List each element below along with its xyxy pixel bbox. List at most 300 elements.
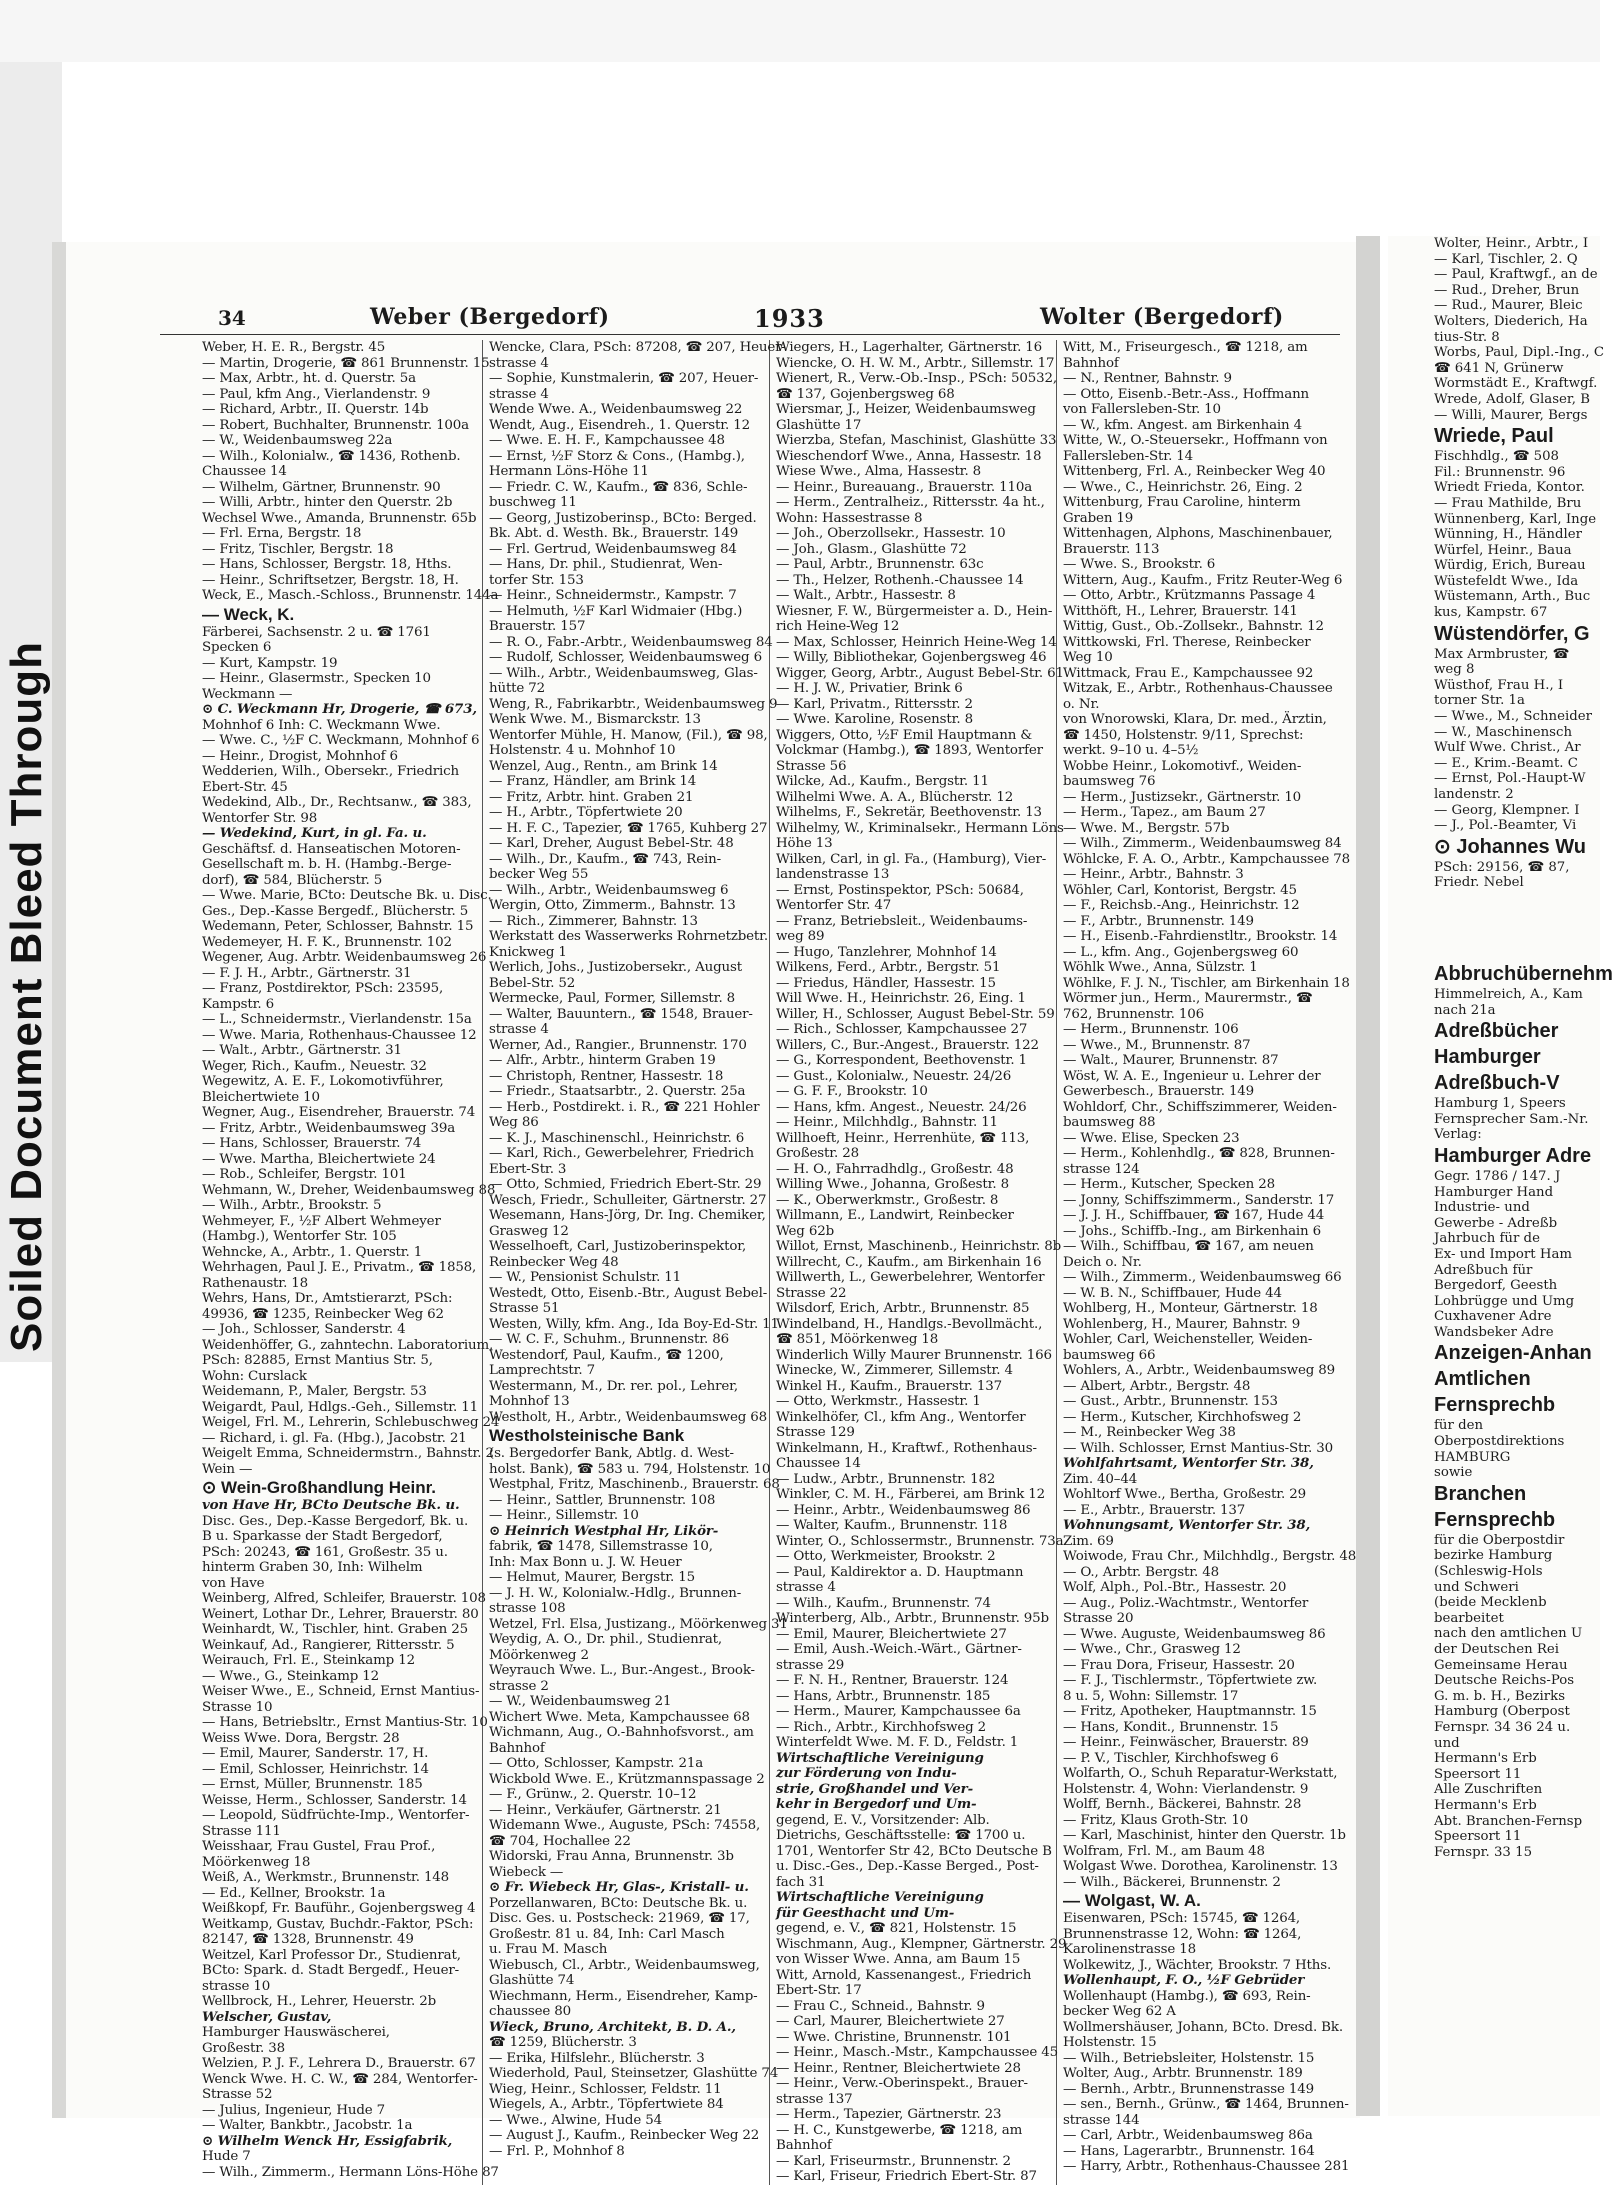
adjacent-page-line: (beide Mecklenb: [1434, 1595, 1547, 1611]
adjacent-page-line: Abbruchübernehm: [1434, 962, 1613, 985]
directory-entry: — J. J. H., Schiffbauer, ☎ 167, Hude 44: [1063, 1208, 1325, 1223]
directory-entry: ☎ 704, Hochallee 22: [489, 1833, 631, 1849]
directory-entry: Wesselhoeft, Carl, Justizoberinspektor,: [489, 1239, 747, 1254]
directory-entry: — Wilhelm, Gärtner, Brunnenstr. 90: [202, 479, 441, 495]
directory-entry: — Robert, Buchhalter, Brunnenstr. 100a: [202, 417, 470, 433]
directory-entry: — H. F. C., Tapezier, ☎ 1765, Kuhberg 27: [489, 820, 768, 836]
directory-entry: — W., kfm. Angest. am Birkenhain 4: [1063, 417, 1302, 433]
directory-entry: Wittmack, Frau E., Kampchaussee 92: [1063, 665, 1314, 681]
directory-entry: Bleichertwiete 10: [202, 1089, 320, 1105]
directory-entry: Weinberg, Alfred, Schleifer, Brauerstr. 108: [202, 1591, 486, 1606]
directory-entry: Winkelmann, H., Kraftwf., Rothenhaus-: [776, 1440, 1037, 1456]
directory-entry: 1701, Wentorfer Str 42, BCto Deutsche B: [776, 1843, 1052, 1859]
directory-entry: Wermecke, Paul, Former, Sillemstr. 8: [489, 991, 736, 1006]
directory-entry: — Max, Arbtr., ht. d. Querstr. 5a: [202, 371, 416, 386]
directory-entry: — Wilh., Betriebsleiter, Holstenstr. 15: [1063, 2050, 1315, 2066]
directory-entry: Willer, H., Schlosser, August Bebel-Str. 59: [776, 1006, 1055, 1022]
directory-entry: Großestr. 81 u. 84, Inh: Carl Masch: [489, 1926, 725, 1942]
adjacent-page-line: Wulf Wwe. Christ., Ar: [1434, 740, 1581, 756]
directory-entry: — Wwe. C., ½F C. Weckmann, Mohnhof 6: [202, 733, 480, 748]
directory-entry: — F. N. H., Rentner, Brauerstr. 124: [776, 1673, 1009, 1688]
directory-entry: Weisshaar, Frau Gustel, Frau Prof.,: [202, 1839, 436, 1854]
directory-entry: — Heinr., Arbtr., Bahnstr. 3: [1063, 867, 1244, 882]
directory-entry: — Rich., Zimmerer, Bahnstr. 13: [489, 913, 698, 929]
left-running-head: Weber (Bergedorf): [370, 304, 610, 330]
directory-entry: torfer Str. 153: [489, 572, 584, 588]
directory-entry: Weinert, Lothar Dr., Lehrer, Brauerstr. 80: [202, 1606, 479, 1622]
directory-entry: Volckmar (Hambg.), ☎ 1893, Wentorfer: [776, 743, 1043, 758]
directory-entry: Weng, R., Fabrikarbtr., Weidenbaumsweg 9: [489, 696, 778, 712]
adjacent-page-line: landenstr. 2: [1434, 787, 1514, 802]
directory-entry: — Paul, Arbtr., Brunnenstr. 63c: [776, 557, 984, 572]
directory-entry: Wegewitz, A. E. F., Lokomotivführer,: [202, 1074, 444, 1089]
directory-entry: — Richard, i. gl. Fa. (Hbg.), Jacobstr. 21: [202, 1430, 467, 1446]
directory-entry: becker Weg 55: [489, 867, 589, 882]
directory-entry: — Heinr., Bureauang., Brauerstr. 110a: [776, 479, 1033, 495]
directory-entry: — Wwe., M., Brunnenstr. 87: [1063, 1037, 1251, 1053]
directory-entry: — K. J., Maschinenschl., Heinrichstr. 6: [489, 1130, 745, 1146]
adjacent-page-line: — W., Maschinensch: [1434, 724, 1573, 740]
directory-entry: Wiese Wwe., Alma, Hassestr. 8: [776, 464, 982, 479]
adjacent-page-line: Hamburg 1, Speers: [1434, 1096, 1566, 1112]
directory-entry: — Heinr., Schriftsetzer, Bergstr. 18, H.: [202, 572, 459, 588]
directory-entry: — Alfr., Arbtr., hinterm Graben 19: [489, 1053, 716, 1068]
directory-entry: — Herb., Postdirekt. i. R., ☎ 221 Hohler: [489, 1099, 760, 1115]
directory-entry: PSch: 82885, Ernst Mantius Str. 5,: [202, 1353, 433, 1368]
directory-entry: Ebert-Str. 45: [202, 779, 288, 795]
directory-entry: Widemann Wwe., Auguste, PSch: 74558,: [489, 1818, 761, 1833]
adjacent-page-line: Oberpostdirektions: [1434, 1434, 1565, 1450]
directory-entry: von Have: [202, 1575, 265, 1591]
directory-entry: Hermann Löns-Höhe 11: [489, 464, 649, 479]
directory-entry: Witzak, E., Arbtr., Rothenhaus-Chaussee: [1063, 681, 1333, 696]
directory-entry: Willmann, E., Landwirt, Reinbecker: [776, 1208, 1014, 1223]
directory-entry: Grasweg 12: [489, 1223, 569, 1239]
directory-entry: 8 u. 5, Wohn: Sillemstr. 17: [1063, 1688, 1239, 1704]
directory-entry: Wedemeyer, H. F. K., Brunnenstr. 102: [202, 934, 452, 950]
directory-entry: Werkstatt des Wasserwerks Rohrnetzbetr.: [489, 929, 769, 944]
directory-entry: gegend, e. V., ☎ 821, Holstenstr. 15: [776, 1921, 1017, 1936]
directory-entry: Wiegels, A., Arbtr., Töpfertwiete 84: [489, 2097, 724, 2112]
directory-entry: — Walt., Arbtr., Gärtnerstr. 31: [202, 1043, 402, 1058]
directory-entry: Wedemann, Peter, Schlosser, Bahnstr. 15: [202, 919, 474, 934]
directory-entry: Wilken, Carl, in gl. Fa., (Hamburg), Vier-: [776, 851, 1047, 867]
directory-entry: — Kurt, Kampstr. 19: [202, 655, 338, 671]
directory-entry: — Walter, Kaufm., Brunnenstr. 118: [776, 1518, 1008, 1533]
directory-entry: — Wilh., Zimmerm., Weidenbaumsweg 84: [1063, 836, 1342, 851]
directory-entry: — Johs., Schiffb.-Ing., am Birkenhain 6: [1063, 1223, 1322, 1239]
directory-entry: Wesch, Friedr., Schulleiter, Gärtnerstr. 27: [489, 1192, 767, 1208]
directory-entry: Westen, Willy, kfm. Ang., Ida Boy-Ed-Str. 11: [489, 1316, 779, 1332]
adjacent-page-line: — Rud., Dreher, Brun: [1434, 282, 1580, 298]
directory-entry: — Hans, Arbtr., Brunnenstr. 185: [776, 1688, 991, 1704]
directory-entry: Woiwode, Frau Chr., Milchhdlg., Bergstr. 48: [1063, 1549, 1357, 1564]
directory-entry: — Georg, Justizoberinsp., BCto: Berged.: [489, 510, 757, 526]
directory-entry: — Wwe. Marie, BCto: Deutsche Bk. u. Disc.: [202, 888, 492, 903]
directory-entry: Disc. Ges., Dep.-Kasse Bergedorf, Bk. u.: [202, 1513, 469, 1529]
directory-entry: — Carl, Arbtr., Weidenbaumsweg 86a: [1063, 2128, 1313, 2143]
directory-entry: Wilkens, Ferd., Arbtr., Bergstr. 51: [776, 960, 1001, 975]
directory-entry: strasse 29: [776, 1657, 845, 1673]
adjacent-page-line: Gemeinsame Herau: [1434, 1657, 1568, 1673]
directory-entry: Wöhlke, F. J. N., Tischler, am Birkenhain 18: [1063, 975, 1350, 991]
directory-entry: Wenk Wwe. M., Bismarckstr. 13: [489, 712, 701, 727]
directory-entry: Witte, W., O.-Steuersekr., Hoffmann von: [1063, 433, 1328, 448]
directory-entry: Wohlenberg, H., Maurer, Bahnstr. 9: [1063, 1316, 1301, 1332]
directory-entry: Wienert, R., Verw.-Ob.-Insp., PSch: 50532,: [776, 371, 1057, 386]
directory-entry: — H. C., Kunstgewerbe, ☎ 1218, am: [776, 2122, 1023, 2138]
directory-entry: — Gust., Arbtr., Brunnenstr. 153: [1063, 1394, 1278, 1409]
adjacent-page-line: Friedr. Nebel: [1434, 875, 1524, 891]
directory-entry: — Karl, Privatm., Rittersstr. 2: [776, 696, 973, 712]
directory-entry: strasse 2: [489, 1678, 549, 1694]
directory-entry: Windelband, H., Handlgs.-Bevollmächt.,: [776, 1316, 1043, 1332]
directory-entry: Gesellschaft m. b. H. (Hambg.-Berge-: [202, 857, 452, 872]
directory-column-3: [770, 340, 1067, 2185]
directory-entry: Weiser Wwe., E., Schneid, Ernst Mantius-: [202, 1684, 480, 1699]
directory-entry: Winecke, W., Zimmerer, Sillemstr. 4: [776, 1363, 1013, 1378]
directory-entry: — Aug., Poliz.-Wachtmstr., Wentorfer: [1063, 1595, 1309, 1611]
adjacent-page-line: Speersort 11: [1434, 1766, 1522, 1782]
adjacent-page-line: — Rud., Maurer, Bleic: [1434, 298, 1583, 314]
directory-entry: — Wilh., Bäckerei, Brunnenstr. 2: [1063, 1874, 1281, 1890]
directory-entry: Zim. 40–44: [1063, 1471, 1138, 1487]
directory-entry: — Herm., Kutscher, Kirchhofsweg 2: [1063, 1409, 1302, 1425]
adjacent-page-line: Bergedorf, Geesth: [1434, 1278, 1558, 1294]
directory-entry: — Wilh., Kaufm., Brunnenstr. 74: [776, 1595, 991, 1611]
directory-entry: ⊙ C. Weckmann Hr, Drogerie, ☎ 673,: [202, 701, 477, 717]
directory-entry: Weisse, Herm., Schlosser, Sanderstr. 14: [202, 1792, 467, 1808]
directory-entry: Wieck, Bruno, Architekt, B. D. A.,: [489, 2018, 736, 2035]
directory-entry: Westermann, M., Dr. rer. pol., Lehrer,: [489, 1378, 738, 1394]
directory-entry: — Frau Dora, Friseur, Hassestr. 20: [1063, 1657, 1295, 1673]
directory-entry: — Gust., Kolonialw., Neuestr. 24/26: [776, 1068, 1012, 1084]
directory-entry: Westedt, Otto, Eisenb.-Btr., August Bebel-: [489, 1285, 768, 1301]
directory-column-4: [1057, 340, 1357, 2185]
directory-entry: — Otto, Werkmeister, Brookstr. 2: [776, 1549, 996, 1564]
directory-entry: Wedekind, Alb., Dr., Rechtsanw., ☎ 383,: [202, 795, 472, 810]
directory-entry: — L., kfm. Ang., Gojenbergsweg 60: [1063, 944, 1299, 960]
directory-entry: Bebel-Str. 52: [489, 975, 576, 991]
directory-entry: — Franz, Postdirektor, PSch: 23595,: [202, 981, 444, 996]
directory-entry: — Wwe. E. H. F., Kampchaussee 48: [489, 433, 725, 448]
directory-entry: — Wolgast, W. A.: [1063, 1891, 1201, 1910]
directory-entry: Weg 62b: [776, 1223, 834, 1239]
directory-entry: — Heinr., Glasermstr., Specken 10: [202, 671, 431, 686]
directory-entry: Wöhlk Wwe., Anna, Sülzstr. 1: [1063, 960, 1258, 975]
directory-entry: — Karl, Rich., Gewerbelehrer, Friedrich: [489, 1146, 755, 1161]
directory-entry: — Heinr., Rentner, Bleichertwiete 28: [776, 2060, 1021, 2076]
directory-entry: — Hans, kfm. Angest., Neuestr. 24/26: [776, 1099, 1027, 1115]
directory-entry: — Erika, Hilfslehr., Blücherstr. 3: [489, 2050, 705, 2066]
directory-entry: Wolgast Wwe. Dorothea, Karolinenstr. 13: [1063, 1859, 1338, 1874]
directory-entry: Wolfarth, O., Schuh Reparatur-Werkstatt,: [1063, 1766, 1338, 1781]
directory-entry: — W., Weidenbaumsweg 22a: [202, 433, 393, 448]
adjacent-page-line: nach den amtlichen U: [1434, 1626, 1583, 1642]
directory-entry: — Ed., Kellner, Brookstr. 1a: [202, 1885, 386, 1901]
directory-entry: 82147, ☎ 1328, Brunnenstr. 49: [202, 1932, 414, 1947]
adjacent-page-line: tius-Str. 8: [1434, 329, 1500, 345]
directory-entry: kehr in Bergedorf und Um-: [776, 1796, 977, 1812]
directory-entry: ☎ 1450, Holstenstr. 9/11, Sprechst:: [1063, 727, 1304, 743]
directory-entry: Weiß, A., Werkmstr., Brunnenstr. 148: [202, 1870, 450, 1885]
directory-entry: Holstenstr. 4 u. Mohnhof 10: [489, 743, 676, 758]
adjacent-page-line: Adreßbücher: [1434, 1020, 1559, 1043]
directory-entry: Weigardt, Paul, Hdlgs.-Geh., Sillemstr. 11: [202, 1399, 478, 1415]
adjacent-page-line: Cuxhavener Adre: [1434, 1309, 1552, 1325]
directory-entry: — Heinr., Arbtr., Weidenbaumsweg 86: [776, 1502, 1031, 1518]
directory-entry: Widorski, Frau Anna, Brunnenstr. 3b: [489, 1849, 734, 1864]
directory-entry: Witthöft, H., Lehrer, Brauerstr. 141: [1063, 603, 1298, 619]
adjacent-page-line: Wriede, Paul: [1434, 425, 1554, 448]
adjacent-page-line: Jahrbuch für de: [1434, 1231, 1540, 1247]
directory-entry: Wittenburg, Frau Caroline, hinterm: [1063, 495, 1301, 510]
directory-entry: — Wwe. Karoline, Rosenstr. 8: [776, 712, 973, 727]
directory-entry: Wolf, Alph., Pol.-Btr., Hassestr. 20: [1063, 1580, 1287, 1595]
directory-entry: — Bernh., Arbtr., Brunnenstrasse 149: [1063, 2081, 1314, 2097]
adjacent-page-line: — E., Krim.-Beamt. C: [1434, 755, 1578, 771]
directory-entry: Willers, C., Bur.-Angest., Brauerstr. 122: [776, 1037, 1039, 1053]
directory-entry: — Wwe. Auguste, Weidenbaumsweg 86: [1063, 1626, 1326, 1642]
adjacent-page-line: Wrede, Adolf, Glaser, B: [1434, 391, 1591, 407]
directory-entry: Glashütte 74: [489, 1973, 575, 1988]
directory-entry: — Frl. Erna, Bergstr. 18: [202, 526, 362, 541]
directory-entry: Wiebusch, Cl., Arbtr., Weidenbaumsweg,: [489, 1957, 760, 1973]
directory-entry: B u. Sparkasse der Stadt Bergedorf,: [202, 1529, 443, 1544]
adjacent-page-line: Fernsprechb: [1434, 1394, 1556, 1417]
directory-entry: Wellbrock, H., Lehrer, Heuerstr. 2b: [202, 1994, 437, 2009]
adjacent-page-line: — Karl, Tischler, 2. Q: [1434, 251, 1578, 267]
directory-entry: — Wwe., Alwine, Hude 54: [489, 2112, 662, 2128]
directory-entry: Wöst, W. A. E., Ingenieur u. Lehrer der: [1063, 1068, 1321, 1084]
directory-entry: Wöhlcke, F. A. O., Arbtr., Kampchaussee 78: [1063, 851, 1351, 867]
directory-entry: Wentorfer Str. 47: [776, 898, 892, 913]
directory-entry: — Wilh., Arbtr., Weidenbaumsweg, Glas-: [489, 665, 758, 681]
directory-entry: — Emil, Schlosser, Heinrichstr. 14: [202, 1761, 429, 1777]
directory-entry: Wenzel, Aug., Rentn., am Brink 14: [489, 758, 718, 774]
directory-entry: Wiebeck —: [489, 1864, 564, 1880]
directory-entry: Winderlich Willy Maurer Brunnenstr. 166: [776, 1347, 1052, 1363]
directory-entry: — Franz, Betriebsleit., Weidenbaums-: [776, 913, 1028, 929]
directory-entry: o. Nr.: [1063, 696, 1100, 712]
adjacent-page-line: Hamburger: [1434, 1046, 1541, 1069]
directory-entry: — Rob., Schleifer, Bergstr. 101: [202, 1167, 407, 1182]
directory-entry: — Wwe. Maria, Rothenhaus-Chaussee 12: [202, 1027, 477, 1043]
directory-entry: Weinkauf, Ad., Rangierer, Rittersstr. 5: [202, 1637, 455, 1653]
directory-entry: Winterberg, Alb., Arbtr., Brunnenstr. 95b: [776, 1611, 1049, 1626]
directory-entry: — Herm., Kutscher, Specken 28: [1063, 1177, 1275, 1192]
directory-entry: — Walt., Arbtr., Hassestr. 8: [776, 588, 956, 603]
directory-entry: Chaussee 14: [776, 1456, 861, 1471]
directory-entry: Wollmershäuser, Johann, BCto. Dresd. Bk.: [1063, 2019, 1343, 2035]
directory-entry: — Walt., Maurer, Brunnenstr. 87: [1063, 1053, 1279, 1068]
directory-entry: Weitzel, Karl Professor Dr., Studienrat,: [202, 1947, 461, 1963]
adjacent-page-line: Fernspr. 33 15: [1434, 1844, 1533, 1860]
directory-entry: — W., Weidenbaumsweg 21: [489, 1694, 672, 1709]
directory-entry: — Wwe. Elise, Specken 23: [1063, 1130, 1240, 1146]
directory-entry: dorf), ☎ 584, Blücherstr. 5: [202, 872, 383, 888]
adjacent-page-line: — Paul, Kraftwgf., an de: [1434, 267, 1598, 283]
directory-entry: — Frl. Gertrud, Weidenbaumsweg 84: [489, 541, 737, 557]
directory-entry: Welscher, Gustav,: [202, 2008, 332, 2025]
directory-entry: Wittenberg, Frl. A., Reinbecker Weg 40: [1063, 464, 1326, 479]
directory-entry: Wobbe Heinr., Lokomotivf., Weiden-: [1063, 758, 1302, 774]
adjacent-page-line: für die Oberpostdir: [1434, 1532, 1565, 1548]
adjacent-page-line: weg 8: [1434, 662, 1475, 678]
directory-entry: — Willy, Bibliothekar, Gojenbergsweg 46: [776, 650, 1047, 665]
directory-entry: Holstenstr. 15: [1063, 2035, 1157, 2050]
directory-entry: — Heinr., Verkäufer, Gärtnerstr. 21: [489, 1802, 722, 1818]
directory-entry: Weigel, Frl. M., Lehrerin, Schlebuschweg 24: [202, 1415, 500, 1430]
directory-entry: — Richard, Arbtr., II. Querstr. 14b: [202, 402, 429, 417]
directory-entry: 762, Brunnenstr. 106: [1063, 1006, 1204, 1022]
adjacent-page-line: Gegr. 1786 / 147. J: [1434, 1168, 1561, 1184]
directory-entry: — Heinr., Milchhdlg., Bahnstr. 11: [776, 1115, 998, 1130]
directory-entry: Wilcke, Ad., Kaufm., Bergstr. 11: [776, 774, 989, 789]
directory-entry: Wilhelms, F., Sekretär, Beethovenstr. 13: [776, 805, 1042, 820]
adjacent-page-line: Gewerbe - Adreßb: [1434, 1215, 1558, 1231]
directory-entry: Willot, Ernst, Maschinenb., Heinrichstr. 8b: [776, 1239, 1062, 1254]
directory-entry: — Heinr., Sillemstr. 10: [489, 1508, 639, 1523]
directory-entry: von Have Hr, BCto Deutsche Bk. u.: [202, 1497, 460, 1513]
adjacent-page-line: Fil.: Brunnenstr. 96: [1434, 464, 1566, 480]
directory-entry: Westholsteinische Bank: [489, 1426, 685, 1445]
directory-entry: fabrik, ☎ 1478, Sillemstrasse 10,: [489, 1539, 713, 1554]
directory-entry: — Heinr., Masch.-Mstr., Kampchaussee 45: [776, 2045, 1059, 2060]
directory-entry: — Joh., Glasm., Glashütte 72: [776, 541, 967, 557]
directory-entry: strie, Großhandel und Ver-: [776, 1780, 973, 1797]
directory-entry: Strasse 22: [776, 1285, 847, 1301]
adjacent-page-line: Wüstendörfer, G: [1434, 622, 1590, 645]
directory-entry: Wollenhaupt, F. O., ½F Gebrüder: [1063, 1972, 1305, 1988]
directory-entry: — Wilh., Schiffbau, ☎ 167, am neuen: [1063, 1239, 1314, 1254]
adjacent-page-line: Ex- und Import Ham: [1434, 1246, 1572, 1262]
directory-entry: — Walter, Bankbtr., Jacobstr. 1a: [202, 2118, 413, 2133]
adjacent-page-line: nach 21a: [1434, 1002, 1496, 1018]
directory-entry: Wirtschaftliche Vereinigung: [776, 1749, 984, 1766]
directory-entry: Strasse 111: [202, 1823, 281, 1839]
directory-entry: Wentorfer Str. 98: [202, 810, 318, 826]
directory-entry: Bahnhof: [776, 2138, 832, 2153]
directory-entry: — Martin, Drogerie, ☎ 861 Brunnenstr. 15: [202, 355, 490, 371]
directory-entry: — Karl, Maschinist, hinter den Querstr. 1b: [1063, 1828, 1346, 1843]
directory-entry: ☎ 1259, Blücherstr. 3: [489, 2035, 637, 2050]
directory-entry: Wigger, Georg, Arbtr., August Bebel-Str. 61: [776, 665, 1064, 681]
directory-entry: Wenck Wwe. H. C. W., ☎ 284, Wentorfer-: [202, 2071, 478, 2087]
directory-entry: — W. B. N., Schiffbauer, Hude 44: [1063, 1285, 1282, 1301]
directory-entry: Wörmer jun., Herm., Maurermstr., ☎: [1063, 991, 1313, 1006]
directory-entry: Höhe 13: [776, 836, 833, 851]
adjacent-page-line: Wünning, H., Händler: [1434, 527, 1582, 543]
directory-entry: Wiesner, F. W., Bürgermeister a. D., Hein-: [776, 603, 1053, 619]
adjacent-page-line: ☎ 641 N, Grünerw: [1434, 360, 1564, 376]
directory-entry: — Wilh., Zimmerm., Weidenbaumsweg 66: [1063, 1270, 1342, 1285]
directory-entry: — G., Korrespondent, Beethovenstr. 1: [776, 1053, 1027, 1068]
directory-entry: Zim. 69: [1063, 1533, 1114, 1549]
adjacent-page-line: G. m. b. H., Bezirks: [1434, 1688, 1566, 1704]
directory-entry: — Wilh., Arbtr., Brookstr. 5: [202, 1198, 382, 1213]
directory-entry: Witt, Arnold, Kassenangest., Friedrich: [776, 1967, 1032, 1983]
directory-entry: Mohnhof 13: [489, 1394, 570, 1409]
directory-entry: — Th., Helzer, Rothenh.-Chaussee 14: [776, 572, 1024, 588]
directory-entry: Strasse 10: [202, 1699, 273, 1715]
adjacent-page-line: HAMBURG: [1434, 1449, 1511, 1465]
directory-entry: Wohn: Hassestrasse 8: [776, 510, 923, 526]
adjacent-page-line: ⊙ Johannes Wu: [1434, 835, 1586, 858]
directory-entry: — Rudolf, Schlosser, Weidenbaumsweg 6: [489, 650, 762, 665]
directory-entry: weg 89: [776, 929, 825, 944]
directory-entry: — Heinr., Sattler, Brunnenstr. 108: [489, 1492, 716, 1508]
adjacent-page-line: — Willi, Maurer, Bergs: [1434, 407, 1588, 423]
directory-entry: Strasse 56: [776, 758, 847, 774]
directory-entry: Weydig, A. O., Dr. phil., Studienrat,: [489, 1632, 723, 1647]
adjacent-page-line: Wünnenberg, Karl, Inge: [1434, 511, 1597, 527]
directory-entry: Ges., Dep.-Kasse Bergedf., Blücherstr. 5: [202, 903, 469, 919]
adjacent-page-line: — Wwe., M., Schneider: [1434, 709, 1592, 725]
directory-entry: Wiggers, Otto, ½F Emil Hauptmann &: [776, 727, 1033, 743]
adjacent-page-line: der Deutschen Rei: [1434, 1642, 1560, 1657]
directory-entry: Weißkopf, Fr. Bauführ., Gojenbergsweg 4: [202, 1901, 476, 1916]
directory-entry: — Fritz, Apotheker, Hauptmannstr. 15: [1063, 1704, 1317, 1719]
directory-entry: Strasse 51: [489, 1301, 560, 1316]
directory-entry: — Walter, Bauuntern., ☎ 1548, Brauer-: [489, 1006, 753, 1022]
directory-entry: Specken 6: [202, 640, 272, 655]
adjacent-page-line: Würdig, Erich, Bureau: [1434, 558, 1586, 574]
directory-entry: Wittig, Gust., Ob.-Zollsekr., Bahnstr. 12: [1063, 619, 1324, 634]
directory-entry: Wohldorf, Chr., Schiffszimmerer, Weiden-: [1063, 1099, 1337, 1115]
directory-entry: Weyrauch Wwe. L., Bur.-Angest., Brook-: [489, 1663, 755, 1678]
directory-entry: — Otto, Schmied, Friedrich Ebert-Str. 29: [489, 1177, 762, 1192]
directory-entry: strasse 4: [489, 355, 549, 371]
directory-entry: — Rich., Arbtr., Kirchhofsweg 2: [776, 1719, 987, 1735]
directory-entry: Weger, Rich., Kaufm., Neuestr. 32: [202, 1058, 427, 1074]
directory-entry: Wickbold Wwe. E., Krützmannspassage 2: [489, 1771, 765, 1787]
directory-entry: für Geesthacht und Um-: [776, 1904, 955, 1921]
directory-entry: — Otto, Arbtr., Krützmanns Passage 4: [1063, 588, 1316, 603]
directory-entry: Winterfeldt Wwe. M. F. D., Feldstr. 1: [776, 1735, 1019, 1750]
directory-entry: — Friedr., Staatsarbtr., 2. Querstr. 25a: [489, 1084, 746, 1099]
directory-entry: Wilsdorf, Erich, Arbtr., Brunnenstr. 85: [776, 1301, 1030, 1316]
directory-entry: — Otto, Werkmstr., Hassestr. 1: [776, 1394, 981, 1409]
directory-entry: — Joh., Schlosser, Sanderstr. 4: [202, 1322, 406, 1337]
directory-entry: fach 31: [776, 1874, 826, 1890]
directory-entry: Weiss Wwe. Dora, Bergstr. 28: [202, 1730, 400, 1746]
directory-entry: — Wwe., C., Heinrichstr. 26, Eing. 2: [1063, 479, 1303, 495]
directory-entry: Weitkamp, Gustav, Buchdr.-Faktor, PSch:: [202, 1916, 474, 1932]
directory-entry: Rathenaustr. 18: [202, 1275, 309, 1291]
directory-entry: Werlich, Johs., Justizobersekr., August: [489, 960, 742, 975]
directory-entry: Eisenwaren, PSch: 15745, ☎ 1264,: [1063, 1911, 1301, 1926]
adjacent-page-line: und: [1434, 1735, 1460, 1751]
adjacent-page-line: Wüsthof, Frau H., I: [1434, 677, 1564, 693]
directory-entry: — Fritz, Arbtr. hint. Graben 21: [489, 789, 694, 805]
directory-entry: Wiegers, H., Lagerhalter, Gärtnerstr. 16: [776, 340, 1043, 355]
directory-entry: — Joh., Oberzollsekr., Hassestr. 10: [776, 526, 1006, 541]
directory-entry: — N., Rentner, Bahnstr. 9: [1063, 371, 1232, 386]
directory-entry: von Fallersleben-Str. 10: [1063, 402, 1221, 417]
adjacent-page-line: Max Armbruster, ☎: [1434, 646, 1570, 662]
directory-entry: Wergin, Otto, Zimmerm., Bahnstr. 13: [489, 898, 736, 913]
directory-entry: becker Weg 62 A: [1063, 2004, 1176, 2019]
directory-entry: ⊙ Wein-Großhandlung Heinr.: [202, 1478, 436, 1497]
directory-entry: — Heinr., Verw.-Oberinspekt., Brauer-: [776, 2076, 1028, 2091]
directory-entry: Fallersleben-Str. 14: [1063, 448, 1194, 464]
directory-entry: (Hambg.), Wentorfer Str. 105: [202, 1229, 397, 1244]
directory-entry: Wolff, Bernh., Bäckerei, Bahnstr. 28: [1063, 1797, 1302, 1812]
adjacent-page-line: — Ernst, Pol.-Haupt-W: [1434, 771, 1586, 787]
directory-entry: — Wwe. S., Brookstr. 6: [1063, 557, 1216, 572]
directory-entry: — Jonny, Schiffszimmerm., Sanderstr. 17: [1063, 1192, 1335, 1208]
